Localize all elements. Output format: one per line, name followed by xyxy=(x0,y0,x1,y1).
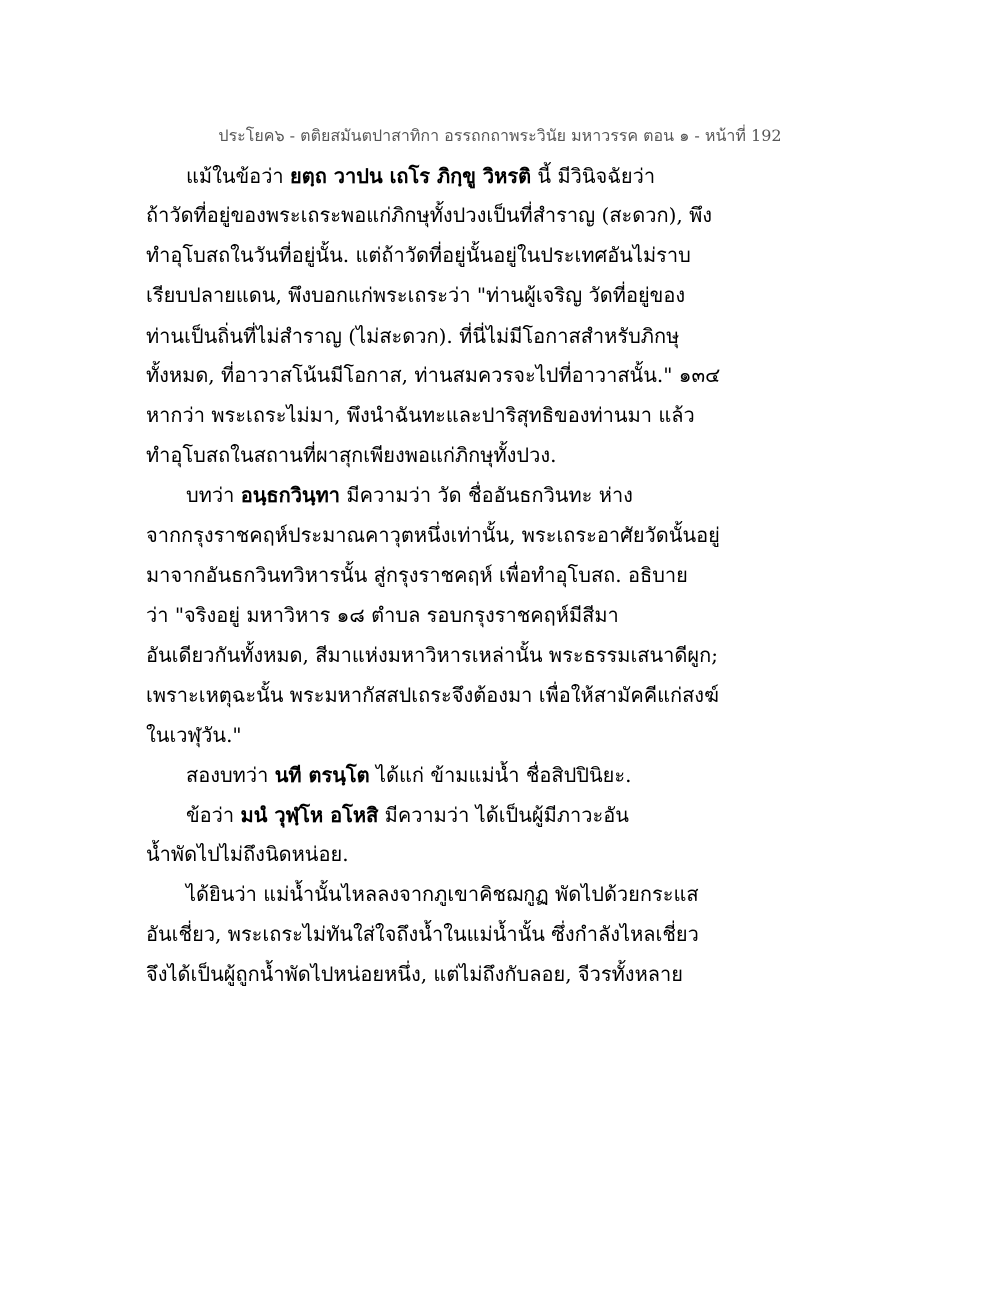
pali-term: อนฺธกวินฺทา xyxy=(240,483,341,507)
text-line: แม้ในข้อว่า ยตฺถ วาปน เถโร ภิกฺขู วิหรติ นี้ มีวินิจฉัยว่า xyxy=(186,164,656,188)
text-line: อันเชี่ยว, พระเถระไม่ทันใส่ใจถึงน้ำในแม่น้ำนั้น ซึ่งกำลังไหลเชี่ยว xyxy=(146,922,699,946)
text-line: ทั้งหมด, ที่อาวาสโน้นมีโอกาส, ท่านสมควรจะไปที่อาวาสนั้น." ๑๓๔ xyxy=(146,363,721,387)
text-line: อันเดียวกันทั้งหมด, สีมาแห่งมหาวิหารเหล่านั้น พระธรรมเสนาดีผูก; xyxy=(146,643,718,667)
text-line: จากกรุงราชคฤห์ประมาณคาวุตหนึ่งเท่านั้น, พระเถระอาศัยวัดนั้นอยู่ xyxy=(146,523,720,547)
text-line: ข้อว่า มนํ วุฬฺโห อโหสิ มีความว่า ได้เป็นผู้มีภาวะอัน xyxy=(186,803,629,827)
text-line: ทำอุโบสถในวันที่อยู่นั้น. แต่ถ้าวัดที่อยู่นั้นอยู่ในประเทศอันไม่ราบ xyxy=(146,243,691,267)
text-line: สองบทว่า นที ตรนฺโต ได้แก่ ข้ามแม่น้ำ ชื่อสิปปินิยะ. xyxy=(186,763,632,787)
text-line: เรียบปลายแดน, พึงบอกแก่พระเถระว่า "ท่านผู้เจริญ วัดที่อยู่ของ xyxy=(146,283,686,307)
page-header: ประโยค๖ - ตติยสมันตปาสาทิกา อรรถกถาพระวินัย มหาวรรค ตอน ๑ - หน้าที่ 192 xyxy=(218,126,782,145)
text-line: เพราะเหตุฉะนั้น พระมหากัสสปเถระจึงต้องมา เพื่อให้สามัคคีแก่สงฆ์ xyxy=(146,683,719,707)
text-line: บทว่า อนฺธกวินฺทา มีความว่า วัด ชื่ออันธกวินทะ ห่าง xyxy=(186,483,633,507)
text-line: ท่านเป็นถิ่นที่ไม่สำราญ (ไม่สะดวก). ที่นี่ไม่มีโอกาสสำหรับภิกษุ xyxy=(146,324,680,348)
pali-term: นที ตรนฺโต xyxy=(274,763,370,787)
text-line: ในเวฬุวัน." xyxy=(146,723,242,747)
pali-term: ยตฺถ วาปน เถโร ภิกฺขู วิหรติ xyxy=(290,164,532,188)
text-line: ได้ยินว่า แม่น้ำนั้นไหลลงจากภูเขาคิชฌกูฏ พัดไปด้วยกระแส xyxy=(186,882,699,906)
text-line: มาจากอันธกวินทวิหารนั้น สู่กรุงราชคฤห์ เพื่อทำอุโบสถ. อธิบาย xyxy=(146,563,688,587)
text-line: น้ำพัดไปไม่ถึงนิดหน่อย. xyxy=(146,842,349,866)
text-line: จึงได้เป็นผู้ถูกน้ำพัดไปหน่อยหนึ่ง, แต่ไม่ถึงกับลอย, จีวรทั้งหลาย xyxy=(146,962,683,986)
text-line: ถ้าวัดที่อยู่ของพระเถระพอแก่ภิกษุทั้งปวงเป็นที่สำราญ (สะดวก), พึง xyxy=(146,203,713,227)
text-line: ว่า "จริงอยู่ มหาวิหาร ๑๘ ตำบล รอบกรุงราชคฤห์มีสีมา xyxy=(146,603,619,627)
pali-term: มนํ วุฬฺโห อโหสิ xyxy=(240,803,379,827)
text-line: หากว่า พระเถระไม่มา, พึงนำฉันทะและปาริสุทธิของท่านมา แล้ว xyxy=(146,403,695,427)
text-line: ทำอุโบสถในสถานที่ผาสุกเพียงพอแก่ภิกษุทั้งปวง. xyxy=(146,443,557,467)
